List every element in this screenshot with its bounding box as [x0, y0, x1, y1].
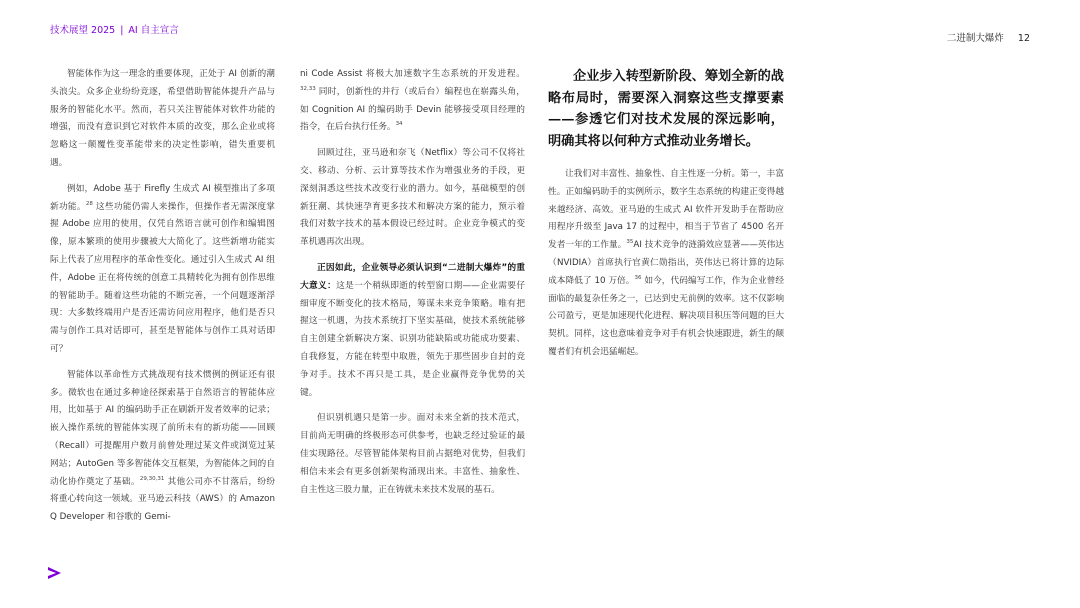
text-column-1	[50, 66, 275, 535]
text-column-3	[548, 66, 784, 370]
pull-quote: 企业步入转型新阶段、筹划全新的战略布局时，需要深入洞察这些支撑要素——参透它们对技术发展的深远影响，明确其将以何种方式推动业务增长。	[548, 69, 784, 149]
footnote-ref: 34	[395, 121, 403, 128]
paragraph: 智能体作为这一理念的重要体现，正处于 AI 创新的潮头浪尖。众多企业纷纷竞逐，希望借助智能体提升产品与服务的智能化水平。然而，若只关注智能体对软件功能的增强，而没有意识到它对软件本质的改变，那么企业或将忽略这一颠覆性变革能带来的决定性影响，错失重要机遇。	[50, 69, 275, 168]
header-separator: |	[120, 25, 124, 36]
header-chapter-info	[947, 30, 1030, 44]
paragraph: 正因如此，企业领导必须认识到“二进制大爆炸”的重大意义：这是一个稍纵即逝的转型窗口期——企业需要仔细审度不断变化的技术格局，筹谋未来竞争策略。唯有把握这一机遇，为技术系统打下坚实基础，使技术系统能够自主创建全新解决方案、识别功能缺陷或功能成功要素、自我修复，方能在转型中取胜，领先于那些固步自封的竞争对手。技术不再只是工具，是企业赢得竞争优势的关键。	[300, 262, 526, 398]
header-section-label	[50, 22, 179, 36]
paragraph: 回顾过往，亚马逊和奈飞（Netflix）等公司不仅将社交、移动、分析、云计算等技术作为增强业务的手段，更深刻洞悉这些技术改变行业的潜力。如今，基础模型的创新狂潮、其快速孕育更多技术和解决方案的能力，预示着我们对数字技术的基本假设已经过时。企业竞争模式的变革机遇再次出现。	[300, 148, 525, 248]
paragraph: 例如，Adobe 基于 Firefly 生成式 AI 模型推出了多项新功能。$^{28}$ 这些功能仍需人来操作，但操作者无需深度掌握 Adobe 应用的使用，仅凭自然语言就可创作和编辑图像，原本繁琐的使用步骤被大大简化了。这些新增功能实际上代表了应用程序的革命性变化。通过引入生成式 AI 组件，Adobe 正在将传统的创意工具精转化为拥有创作思维的智能助手。随着这些功能的不断完善，一个问题逐渐浮现：大多数终端用户是否还需访问应用程序，他们是否只需与创作工具对话即可，甚至是智能体与创作工具对话即可？	[50, 183, 275, 354]
text-column-2	[300, 66, 525, 507]
accenture-logo-icon	[46, 564, 64, 586]
report-subtitle: AI 自主宣言	[128, 25, 179, 36]
emphasis-text: 正因如此，企业领导必须认识到“二进制大爆炸”的重大意义：	[300, 262, 525, 291]
footnote-ref: 32,33	[300, 85, 316, 92]
page-number: 12	[1017, 33, 1030, 44]
footnote-ref: 36	[634, 274, 642, 281]
paragraph: 但识别机遇只是第一步。面对未来全新的技术范式，目前尚无明确的终极形态可供参考，也缺乏经过验证的最佳实现路径。尽管智能体架构目前占据绝对优势，但我们相信未来会有更多创新架构涌现出来。丰富性、抽象性、自主性这三股力量，正在铸就未来技术发展的基石。	[300, 413, 525, 495]
chevron-right-icon	[46, 564, 64, 582]
report-title: 技术展望 2025	[50, 25, 116, 36]
paragraph: 智能体以革命性方式挑战现有技术惯例的例证还有很多。微软也在通过多种途径探索基于自然语言的智能体应用，比如基于 AI 的编码助手正在刷新开发者效率的记录；嵌入操作系统的智能体实现了前所未有的新功能——回顾（Recall）可提醒用户数月前曾处理过某文件或浏览过某网站；AutoGen 等多智能体交互框架，为智能体之间的自动化协作奠定了基础。$^{29,30,31}$ 其他公司亦不甘落后，纷纷将重心转向这一领域。亚马逊云科技（AWS）的 Amazon Q Developer 和谷歌的 Gemi-	[50, 369, 276, 523]
paragraph: ni Code Assist 将极大加速数字生态系统的开发进程。$^{32,33}$ 同时，创新性的并行（或后台）编程也在崭露头角，如 Cognition AI 的编码助手 Devin 能够接受项目经理的指令，在后台执行任务。$^{34}$	[300, 69, 525, 133]
footnote-ref: 35	[626, 239, 634, 246]
footnote-ref: 28	[85, 200, 93, 207]
paragraph: 让我们对丰富性、抽象性、自主性逐一分析。第一，丰富性。正如编码助手的实例所示，数字生态系统的构建正变得越来越经济、高效。亚马逊的生成式 AI 软件开发助手在帮助应用程序升级至 Java 17 的过程中，相当于节省了 4500 名开发者一年的工作量。$^{35}$AI 技术竞争的涟漪效应显著——英伟达（NVIDIA）首席执行官黄仁勋指出，英伟达已将计算的边际成本降低了 10 万倍。$^{36}$ 如今，代码编写工作，作为企业曾经面临的最复杂任务之一，已达到史无前例的效率。这不仅影响公司盈亏，更是加速现代化进程、解决项目积压等问题的巨大契机。同样，这也意味着竞争对手有机会快速跟进，新生的颠覆者们有机会迅猛崛起。	[548, 169, 785, 357]
chapter-title: 二进制大爆炸	[946, 33, 1004, 44]
footnote-ref: 29,30,31	[139, 475, 165, 482]
